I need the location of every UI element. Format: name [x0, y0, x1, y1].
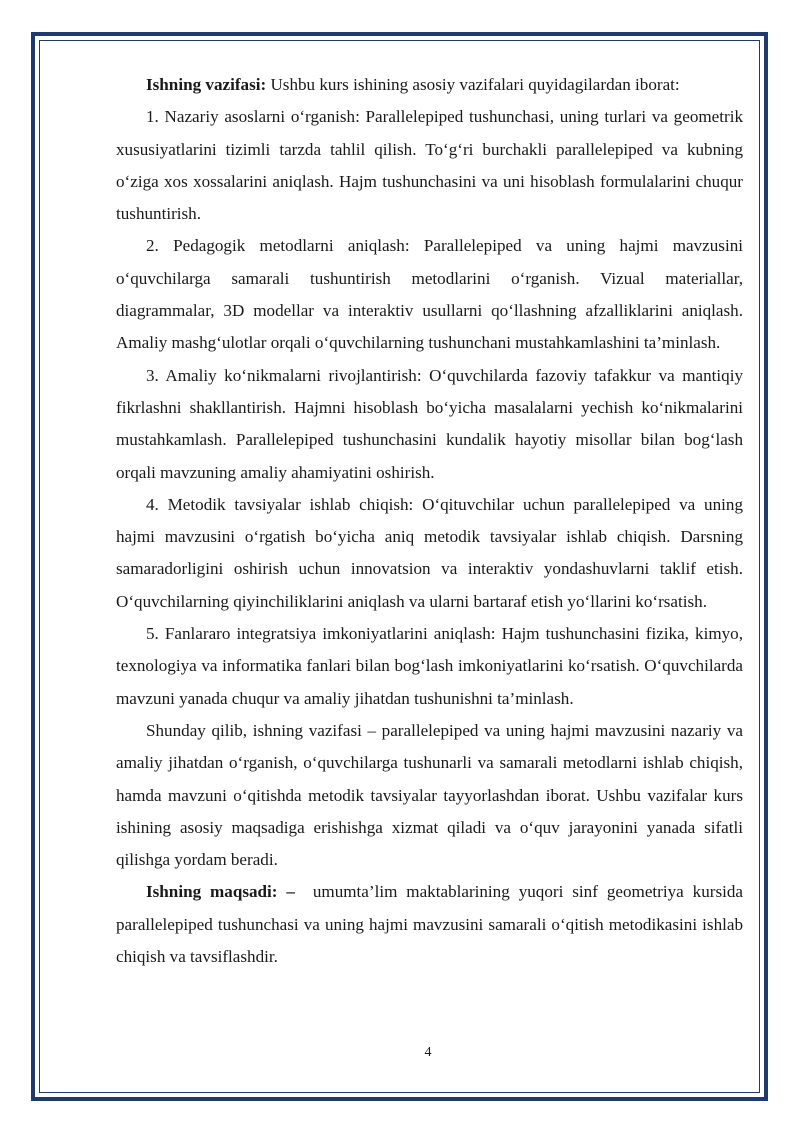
paragraph-task-5: [116, 618, 743, 715]
document-body: [116, 69, 748, 973]
paragraph-goal: [116, 876, 748, 973]
task-5-text: 5. Fanlararo integratsiya imkoniyatlarini aniqlash: Hajm tushunchasini fizika, kimyo, texnologiya va informatika fanlari bilan bog‘lash imkoniyatlarini ko‘rsatish. O‘quvchilarda mavzuni yanada chuqur va amaliy jihatdan tushunishni ta’minlash.: [116, 624, 743, 708]
paragraph-task-3: [116, 360, 743, 489]
paragraph-task-heading: [116, 69, 743, 101]
page-number: 4: [424, 1045, 432, 1060]
goal-text: umumta’lim maktablarining yuqori sinf geometriya kursida parallelepiped tushunchasi va uning hajmi mavzusini samarali o‘qitish metodikasini ishlab chiqish va tavsiflashdir.: [116, 882, 748, 967]
paragraph-task-1: [116, 101, 743, 230]
goal-heading-label: Ishning maqsadi: –: [146, 882, 295, 902]
task-2-text: 2. Pedagogik metodlarni aniqlash: Parallelepiped va uning hajmi mavzusini o‘quvchilarga samarali tushuntirish metodlarini o‘rganish. Vizual materiallar, diagrammalar, 3D modellar va interaktiv usullarni qo‘llashning afzalliklarini aniqlash. Amaliy mashg‘ulotlar orqali o‘quvchilarning tushunchani mustahkamlashini ta’minlash.: [116, 236, 743, 353]
task-3-text: 3. Amaliy ko‘nikmalarni rivojlantirish: O‘quvchilarda fazoviy tafakkur va mantiqiy fikrlashni shakllantirish. Hajmni hisoblash bo‘yicha masalalarni yechish ko‘nikmalarini mustahkamlash. Parallelepiped tushunchasini kundalik hayotiy misollar bilan bog‘lash orqali mavzuning amaliy ahamiyatini oshirish.: [116, 365, 743, 482]
paragraph-task-4: [116, 489, 743, 618]
task-heading-text: Ushbu kurs ishining asosiy vazifalari quyidagilardan iborat:: [266, 75, 680, 94]
task-heading-label: Ishning vazifasi:: [146, 75, 267, 94]
task-1-text: 1. Nazariy asoslarni o‘rganish: Parallelepiped tushunchasi, uning turlari va geometrik xususiyatlarini tizimli tarzda tahlil qilish. To‘g‘ri burchakli parallelepiped va kubning o‘ziga xos xossalarini aniqlash. Hajm tushunchasini va uni hisoblash formulalarini chuqur tushuntirish.: [116, 107, 743, 224]
task-4-text: 4. Metodik tavsiyalar ishlab chiqish: O‘qituvchilar uchun parallelepiped va uning hajmi mavzusini o‘rgatish bo‘yicha aniq metodik tavsiyalar ishlab chiqish. Darsning samaradorligini oshirish uchun innovatsion va interaktiv yondashuvlarni taklif etish. O‘quvchilarning qiyinchiliklarini aniqlash va ularni bartaraf etish yo‘llarini ko‘rsatish.: [116, 494, 743, 611]
summary-text: Shunday qilib, ishning vazifasi – parallelepiped va uning hajmi mavzusini nazariy va amaliy jihatdan o‘rganish, o‘quvchilarga tushunarli va samarali metodlarni ishlab chiqish, hamda mavzuni o‘qitishda metodik tavsiyalar tayyorlashdan iborat. Ushbu vazifalar kurs ishining asosiy maqsadiga erishishga xizmat qiladi va o‘quv jarayonini yanada sifatli qilishga yordam beradi.: [116, 720, 743, 870]
paragraph-summary: [116, 715, 743, 876]
paragraph-task-2: [116, 230, 743, 359]
